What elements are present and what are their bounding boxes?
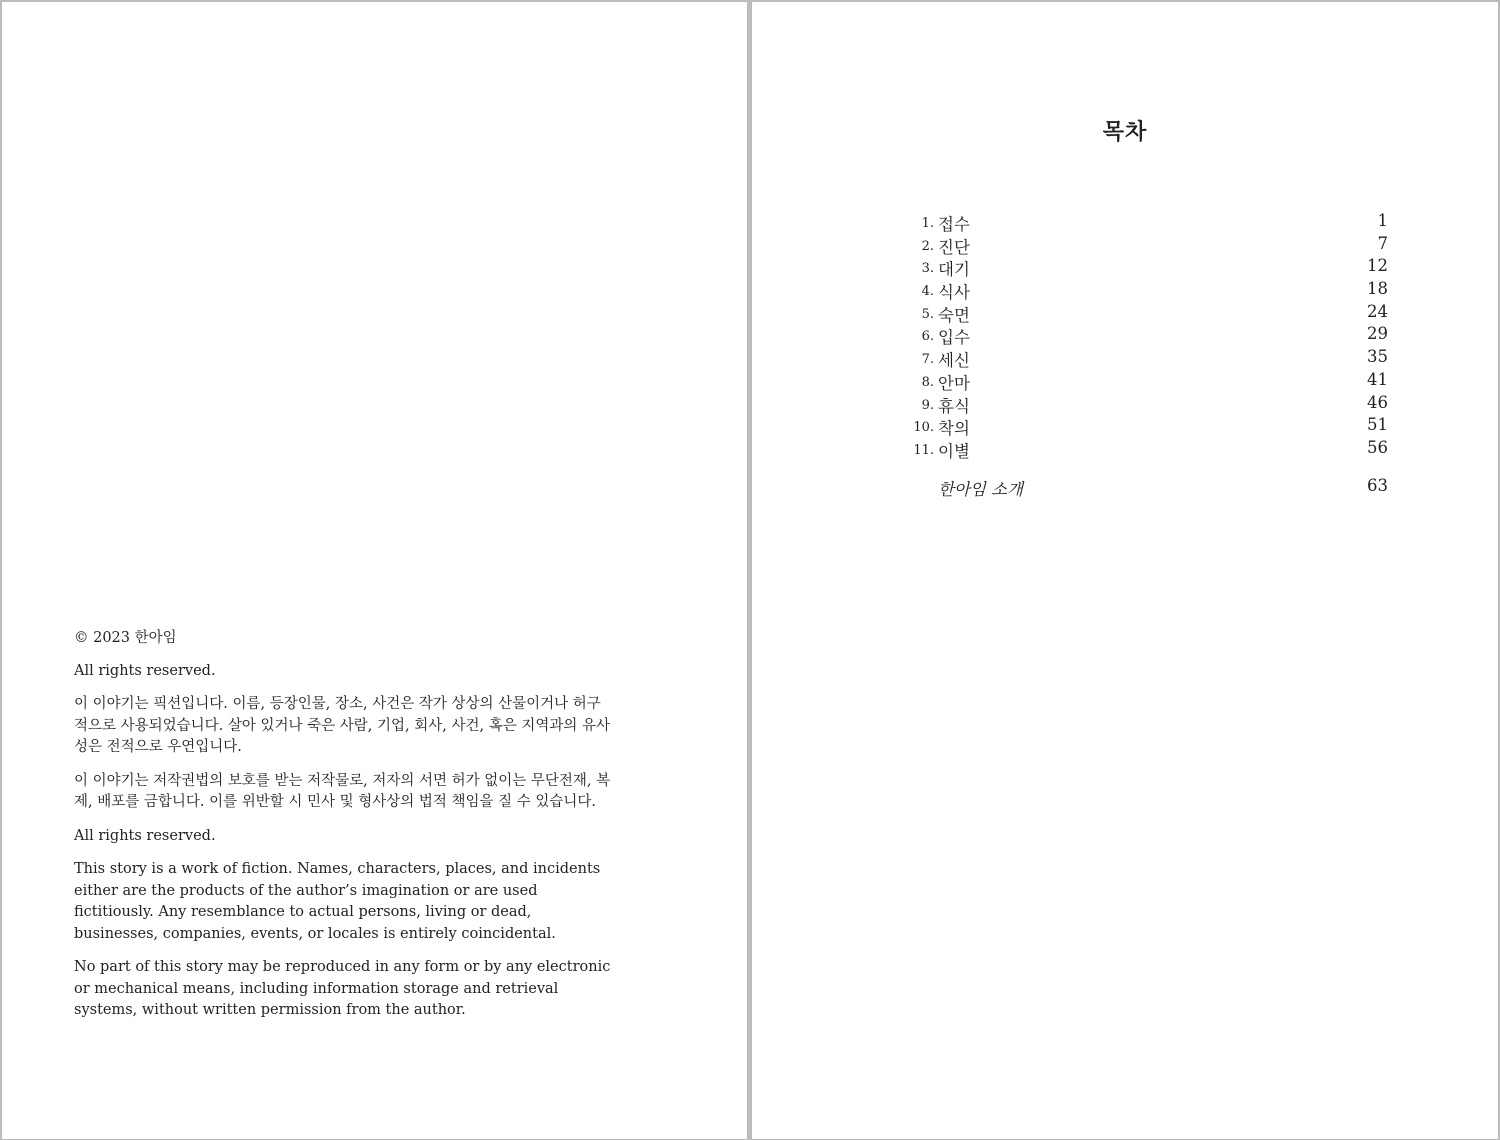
reproduction-notice-en: No part of this story may be reproduced in any form or by any electronic or mechanical means, including information storage and retrieval systems, without written permission from the author. [74, 959, 611, 1018]
toc-entry-label: 안마 [938, 373, 970, 393]
toc-entry[interactable] [902, 233, 1388, 256]
rights-reserved-en: All rights reserved. [74, 827, 216, 844]
fiction-notice-en: This story is a work of fiction. Names, characters, places, and incidents either are the products of the author’s imagination or are used fictitiously. Any resemblance to actual persons, living or dead, businesses, companies, events, or locales is entirely coincidental. [74, 861, 601, 942]
toc-entry-label: 식사 [938, 283, 970, 303]
toc-entry[interactable] [902, 255, 1388, 278]
toc-entry[interactable] [902, 323, 1388, 346]
fiction-notice-ko: 이 이야기는 픽션입니다. 이름, 등장인물, 장소, 사건은 작가 상상의 산물이거나 허구적으로 사용되었습니다. 살아 있거나 죽은 사람, 기업, 회사, 사건, 혹은 지역과의 유사성은 전적으로 우연입니다. [74, 696, 610, 755]
toc-entry-page: 46 [1367, 392, 1388, 412]
toc-entry-number: 1. [921, 216, 934, 231]
toc-entry-label: 대기 [938, 260, 970, 280]
toc-entry[interactable] [902, 278, 1388, 301]
toc-entry-label: 입수 [938, 328, 970, 348]
toc-entry[interactable] [902, 392, 1388, 415]
toc-entry-number: 4. [921, 284, 934, 300]
toc-entry-label: 한아임 소개 [938, 480, 1023, 499]
toc-entry[interactable] [902, 346, 1388, 369]
toc-list [902, 210, 1388, 460]
toc-entry-number: 10. [913, 420, 934, 436]
toc-entry-page: 12 [1367, 256, 1388, 276]
toc-entry-page: 29 [1367, 324, 1388, 344]
toc-entry[interactable] [902, 414, 1388, 437]
toc-entry[interactable] [902, 210, 1388, 233]
toc-entry-page: 18 [1367, 279, 1388, 299]
rights-reserved-ko: All rights reserved. [74, 662, 216, 679]
copyright-line: © 2023 한아임 [74, 630, 177, 646]
toc-entry[interactable] [902, 301, 1388, 324]
toc-entry[interactable] [902, 437, 1388, 460]
toc-entry-page: 41 [1367, 369, 1388, 389]
toc-entry-page: 35 [1367, 347, 1388, 367]
toc-entry-author-intro[interactable] [938, 475, 1388, 499]
toc-entry-page: 1 [1377, 211, 1388, 230]
toc-entry-page: 7 [1377, 233, 1388, 253]
toc-entry-page: 56 [1367, 437, 1388, 457]
toc-entry-number: 5. [921, 306, 934, 322]
toc-entry-number: 11. [913, 442, 934, 458]
toc-entry-label: 접수 [938, 215, 970, 234]
copyright-page [1, 1, 748, 1140]
copyright-law-notice-ko: 이 이야기는 저작권법의 보호를 받는 저작물로, 저자의 서면 허가 없이는 무단전재, 복제, 배포를 금합니다. 이를 위반할 시 민사 및 형사상의 법적 책임을 질 수 있습니다. [74, 772, 611, 810]
toc-entry-number: 8. [921, 374, 934, 390]
toc-entry-label: 착의 [938, 419, 970, 439]
toc-title: 목차 [1102, 119, 1148, 145]
toc-entry-label: 이별 [938, 441, 970, 461]
toc-entry-page: 24 [1367, 301, 1388, 321]
toc-entry-number: 2. [921, 238, 934, 254]
toc-entry-page: 51 [1367, 415, 1388, 435]
toc-entry-label: 세신 [938, 351, 970, 371]
copyright-block [74, 628, 614, 1034]
toc-entry-label: 휴식 [938, 396, 970, 416]
toc-entry-label: 숙면 [938, 305, 970, 325]
toc-entry-label: 진단 [938, 237, 970, 257]
toc-page [751, 1, 1499, 1140]
toc-entry-number: 3. [921, 261, 934, 277]
toc-entry-page: 63 [1367, 476, 1388, 495]
toc-entry-number: 7. [921, 352, 934, 368]
toc-entry-number: 6. [921, 329, 934, 345]
toc-entry-number: 9. [921, 397, 934, 413]
toc-entry[interactable] [902, 369, 1388, 392]
